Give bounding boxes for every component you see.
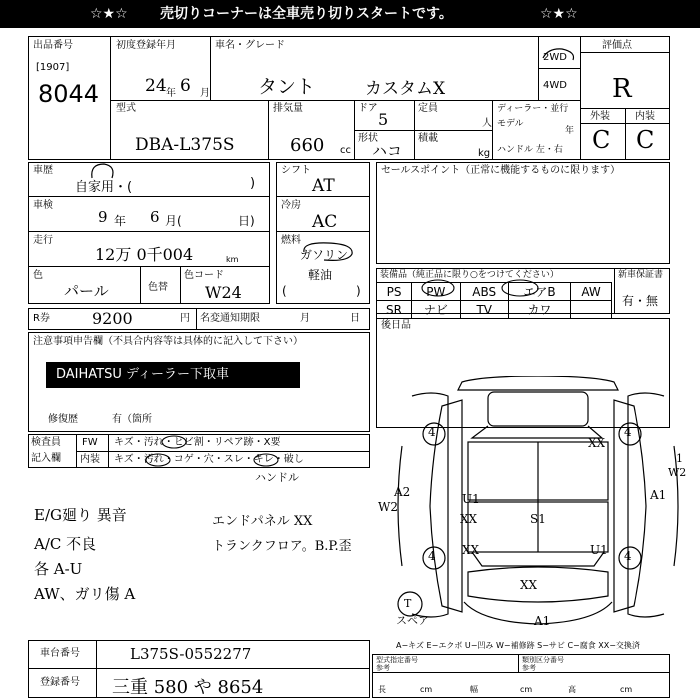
inspection-year: 9 [98, 208, 108, 226]
history-circle [88, 160, 118, 186]
dim-length: 長 [378, 685, 386, 694]
banner-stars-right: ☆★☆ [540, 6, 578, 22]
inspector-row2: キズ・汚れ・コゲ・穴・スレ・キレ・破し [114, 454, 304, 465]
mark-xx-c: XX [462, 543, 480, 557]
inspection-label: 車検 [33, 200, 53, 211]
inspector-circles [140, 434, 280, 470]
lot-number: 8044 [38, 80, 100, 108]
legend: A−キズ E−エクボ U−凹み W−補修跡 S−サビ C−腐食 XX−交換済 [396, 641, 640, 650]
model-label: 型式 [116, 103, 136, 114]
ac-value: AC [312, 212, 338, 232]
equip-aw: AW [571, 283, 612, 301]
history-value: 自家用・( [75, 180, 133, 195]
banner-stars-left: ☆★☆ [90, 6, 128, 22]
inspector-label-2: 記入欄 [31, 453, 61, 464]
mileage-value: 12万 0千004 [95, 245, 194, 264]
inspector-row1-head: FW [82, 437, 98, 448]
inspection-month-unit: 月( [165, 214, 182, 228]
mark-u1-b: U1 [590, 543, 608, 557]
inspector-row2-head: 内装 [80, 454, 100, 465]
inspector-row1: キズ・汚れ・ヒビ割・リペア跡・X要 [114, 437, 281, 448]
fuel-paren-close: ) [356, 284, 361, 298]
score-label: 評価点 [602, 40, 632, 51]
car-grade: カスタムX [365, 79, 446, 99]
int-value: C [636, 126, 655, 154]
color-value: パール [64, 282, 109, 300]
first-reg-year-unit: 年 [166, 88, 176, 99]
color-label: 色 [33, 270, 43, 281]
spec-row1: 型式指定番号 [376, 656, 418, 664]
sales-point-label: セールスポイント（正常に機能するものに限ります） [381, 165, 621, 176]
mileage-unit: km [226, 255, 239, 264]
remark-3: 各 A-U [34, 560, 83, 578]
recycle-row [28, 308, 370, 330]
chassis-label: 車台番号 [40, 648, 80, 659]
spec-row2b: 参考 [522, 664, 536, 672]
mark-w2-left: W2 [378, 500, 398, 514]
spec-row1b: 類別区分番号 [522, 656, 564, 664]
equipment-label: 装備品（純正品に限り○をつけてください） [380, 270, 559, 280]
fuel-paren-open: ( [282, 284, 287, 298]
first-reg-month: 6 [180, 76, 191, 96]
mark-xx-d: XX [520, 578, 538, 592]
history-close: ) [250, 176, 256, 191]
tire-fl: 4 [428, 425, 436, 439]
repair-label: 修復歴 [48, 414, 78, 425]
drive-2wd: 2WD [543, 52, 567, 63]
equip-tv: TV [460, 301, 508, 319]
displacement-value: 660 [290, 135, 325, 156]
remark-4: AW、ガリ傷 A [34, 585, 136, 603]
ext-value: C [592, 126, 611, 154]
fuel-diesel: 軽油 [308, 268, 333, 282]
dealer-line2-unit: 年 [565, 126, 575, 136]
ext-label: 外装 [590, 111, 610, 122]
mark-s1: S1 [530, 512, 546, 526]
car-damage-diagram [372, 376, 698, 638]
back-label: 後日品 [381, 320, 411, 331]
inspection-day-unit: 日) [238, 214, 255, 228]
plate-label: 登録番号 [40, 677, 80, 688]
drive-4wd: 4WD [543, 80, 567, 91]
score-value: R [612, 74, 632, 104]
tire-rr: 4 [624, 549, 632, 563]
equip-navi: ナビ [412, 301, 461, 319]
recycle-label: R券 [33, 313, 50, 324]
remark-right-2: トランクフロア。B.P.歪 [212, 539, 352, 554]
spec-row2: 参考 [376, 664, 390, 672]
mark-w2-right: W2 [668, 466, 687, 479]
displacement-label: 排気量 [273, 103, 303, 114]
mark-a2: A2 [394, 485, 411, 499]
mark-xx-b: XX [460, 512, 478, 526]
shift-label: シフト [281, 165, 311, 176]
dim-height-unit: cm [620, 685, 633, 694]
chassis-value: L375S-0552277 [130, 645, 252, 663]
first-reg-year: 24 [145, 76, 167, 96]
mileage-label: 走行 [33, 235, 53, 246]
dim-length-unit: cm [420, 685, 433, 694]
remark-2: A/C 不良 [34, 535, 97, 553]
car-name: タント [258, 76, 316, 98]
load-unit: kg [478, 148, 491, 159]
spare-label: スペア [396, 614, 429, 627]
dealer-trade-in-banner: DAIHATSU ディーラー下取車 [46, 362, 300, 388]
mark-u1-a: U1 [462, 492, 480, 506]
tire-rl: 4 [428, 549, 436, 563]
sales-point-box [376, 162, 670, 264]
recycle-value: 9200 [92, 309, 133, 328]
doors-label: ドア [358, 103, 378, 114]
doors-value: 5 [378, 110, 389, 129]
inspection-month: 6 [150, 208, 160, 226]
first-reg-month-unit: 月 [200, 88, 210, 99]
mark-a1-right: A1 [650, 488, 667, 502]
dealer-line1: ディーラー・並行 [497, 104, 569, 114]
recycle-unit: 円 [180, 313, 190, 324]
color-change-label: 色替 [148, 282, 168, 293]
remark-1: E/G廻り 異音 [34, 506, 127, 524]
color-code: W24 [205, 283, 242, 302]
tax-month-unit: 月 [300, 313, 310, 324]
capacity-unit: 人 [482, 118, 492, 129]
mark-a1-bottom: A1 [534, 614, 551, 628]
equip-ps: PS [377, 283, 412, 301]
equip-pw: PW [412, 283, 461, 301]
dealer-line3: ハンドル 左・右 [497, 145, 563, 155]
equip-abs: ABS [460, 283, 508, 301]
int-label: 内装 [635, 111, 655, 122]
notes-label: 注意事項申告欄（不具合内容等は具体的に記入して下さい） [33, 336, 303, 347]
repair-value: 有（箇所 [112, 414, 152, 425]
plate-value: 三重 580 や 8654 [112, 677, 264, 698]
handle-note: ハンドル [255, 471, 299, 484]
shape-label: 形状 [358, 133, 378, 144]
mark-one: 1 [676, 452, 683, 465]
tax-label: 名変通知期限 [200, 313, 260, 324]
lot-label: 出品番号 [33, 40, 73, 51]
fuel-circle [298, 240, 358, 264]
model-value: DBA-L375S [135, 135, 235, 155]
banner-text: 売切りコーナーは全車売り切りスタートです。 [160, 6, 453, 22]
dim-width-unit: cm [520, 685, 533, 694]
dim-height: 高 [568, 685, 576, 694]
warranty-value: 有・無 [622, 294, 659, 308]
equip-leather: カワ [508, 301, 570, 319]
shift-value: AT [312, 176, 335, 196]
top-banner [0, 0, 700, 28]
equip-sr: SR [377, 301, 412, 319]
mark-xx-front: XX [588, 436, 606, 450]
warranty-label: 新車保証書 [618, 270, 664, 280]
dealer-line2: モデル [497, 119, 524, 129]
color-code-label: 色コード [184, 270, 224, 281]
drive-circle [540, 44, 578, 66]
tire-fr: 4 [624, 425, 632, 439]
inspection-year-unit: 年 [114, 214, 127, 228]
lot-sub: [1907] [36, 62, 70, 73]
equip-airbag: エアB [508, 283, 570, 301]
inspector-label-1: 検査員 [31, 437, 61, 448]
remark-right-1: エンドパネル XX [212, 514, 313, 529]
fuel-label: 燃料 [281, 235, 301, 246]
load-label: 積載 [418, 133, 438, 144]
tax-day-unit: 日 [350, 313, 360, 324]
first-reg-label: 初度登録年月 [116, 40, 176, 51]
equipment-circles [420, 278, 540, 298]
capacity-label: 定員 [418, 103, 438, 114]
car-name-label: 車名・グレード [215, 40, 285, 51]
fuel-gasoline: ガソリン [300, 248, 349, 262]
displacement-unit: cc [340, 145, 351, 156]
ac-label: 冷房 [281, 200, 301, 211]
tire-spare-t: T [404, 597, 412, 610]
history-label: 車歴 [33, 165, 53, 176]
dim-width: 幅 [470, 685, 478, 694]
shape-value: ハコ [372, 142, 403, 160]
